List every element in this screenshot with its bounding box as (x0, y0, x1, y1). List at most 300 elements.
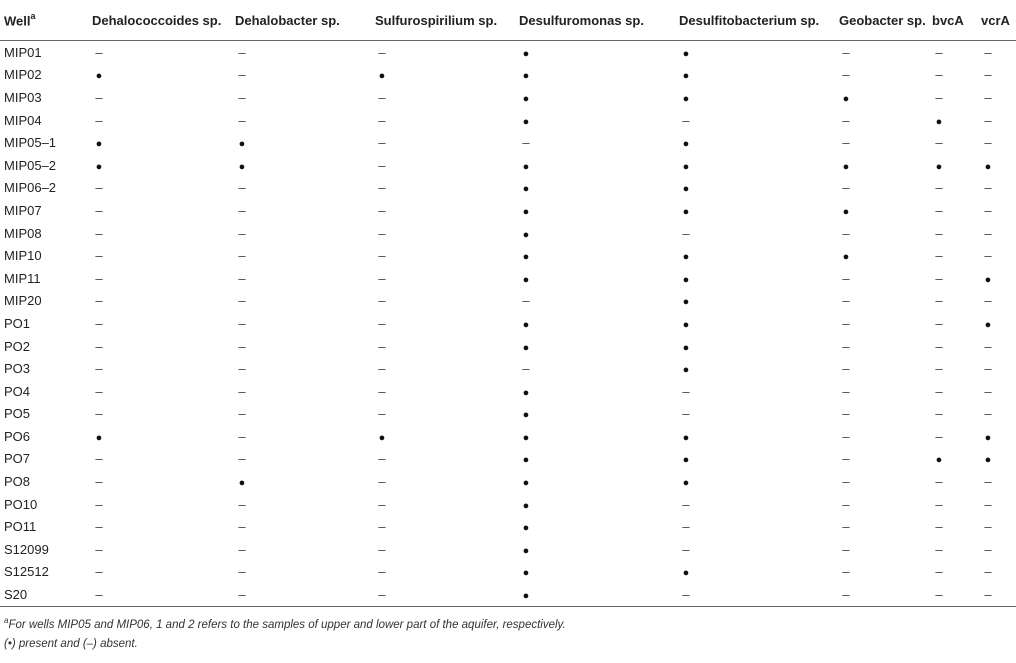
absent-mark: – (95, 587, 103, 603)
present-mark: ● (842, 160, 850, 173)
absent-mark: – (238, 383, 246, 399)
presence-cell (88, 470, 231, 493)
absent-mark: – (238, 451, 246, 467)
well-cell: S20 (0, 583, 88, 606)
absent-mark: – (984, 519, 992, 535)
present-mark: ● (682, 318, 690, 331)
present-mark: ● (682, 183, 690, 196)
presence-cell (231, 64, 371, 87)
absent-mark: – (95, 338, 103, 354)
presence-cell (371, 470, 515, 493)
presence-cell (977, 493, 1016, 516)
absent-mark: – (95, 541, 103, 557)
absent-mark: – (95, 519, 103, 535)
well-cell: MIP10 (4, 248, 42, 264)
presence-cell (835, 538, 928, 561)
presence-cell (977, 380, 1016, 403)
presence-cell (675, 538, 835, 561)
presence-cell (88, 199, 231, 222)
present-mark: ● (522, 205, 530, 218)
presence-cell (928, 357, 977, 380)
absent-mark: – (935, 135, 943, 151)
well-cell: PO10 (4, 496, 38, 512)
present-mark: ● (522, 92, 530, 105)
presence-cell (231, 357, 371, 380)
absent-mark: – (238, 564, 246, 580)
present-mark: ● (984, 431, 992, 444)
absent-mark: – (238, 519, 246, 535)
presence-cell (928, 267, 977, 290)
absent-mark: – (682, 587, 690, 603)
well-cell: MIP07 (4, 202, 42, 218)
presence-cell (835, 403, 928, 426)
presence-cell (928, 41, 977, 64)
absent-mark: – (984, 406, 992, 422)
presence-cell (88, 290, 231, 313)
absent-mark: – (378, 180, 386, 196)
presence-cell (231, 109, 371, 132)
present-mark: ● (682, 251, 690, 264)
absent-mark: – (935, 202, 943, 218)
presence-cell (88, 244, 231, 267)
absent-mark: – (842, 519, 850, 535)
absent-mark: – (378, 541, 386, 557)
absent-mark: – (842, 496, 850, 512)
presence-cell (675, 267, 835, 290)
presence-cell (675, 583, 835, 606)
present-mark: ● (682, 47, 690, 60)
presence-cell (515, 425, 675, 448)
present-mark: ● (935, 160, 943, 173)
presence-cell (371, 64, 515, 87)
absent-mark: – (935, 428, 943, 444)
presence-cell (371, 290, 515, 313)
present-mark: ● (984, 160, 992, 173)
absent-mark: – (95, 225, 103, 241)
presence-cell (977, 131, 1016, 154)
presence-cell (977, 448, 1016, 471)
present-mark: ● (522, 409, 530, 422)
absent-mark: – (95, 44, 103, 60)
presence-cell (928, 86, 977, 109)
presence-cell (928, 515, 977, 538)
absent-mark: – (842, 406, 850, 422)
present-mark: ● (522, 115, 530, 128)
present-mark: ● (522, 183, 530, 196)
presence-cell (231, 403, 371, 426)
absent-mark: – (984, 474, 992, 490)
table-row (0, 515, 1016, 538)
presence-cell (371, 561, 515, 584)
presence-cell (835, 583, 928, 606)
presence-cell (515, 244, 675, 267)
absent-mark: – (842, 474, 850, 490)
present-mark: ● (984, 454, 992, 467)
presence-cell (675, 86, 835, 109)
absent-mark: – (522, 135, 530, 151)
presence-cell (231, 312, 371, 335)
absent-mark: – (682, 496, 690, 512)
well-cell: MIP06–2 (4, 180, 57, 196)
absent-mark: – (378, 248, 386, 264)
absent-mark: – (378, 89, 386, 105)
table-row (0, 154, 1016, 177)
absent-mark: – (238, 112, 246, 128)
present-mark: ● (682, 364, 690, 377)
present-mark: ● (522, 567, 530, 580)
column-header-dehalococcoides: Dehalococcoides sp. (88, 0, 231, 41)
presence-cell (88, 493, 231, 516)
presence-cell (835, 222, 928, 245)
presence-cell (371, 357, 515, 380)
absent-mark: – (522, 293, 530, 309)
presence-cell (835, 131, 928, 154)
presence-cell (515, 357, 675, 380)
present-mark: ● (522, 160, 530, 173)
absent-mark: – (95, 564, 103, 580)
absent-mark: – (935, 338, 943, 354)
absent-mark: – (842, 383, 850, 399)
presence-cell (88, 312, 231, 335)
presence-cell (371, 267, 515, 290)
column-header-bvca: bvcA (928, 0, 977, 41)
present-mark: ● (522, 454, 530, 467)
absent-mark: – (238, 44, 246, 60)
absent-mark: – (984, 338, 992, 354)
footnote-a (4, 611, 1016, 635)
absent-mark: – (238, 338, 246, 354)
table-footnotes (0, 607, 1016, 654)
table-row (0, 538, 1016, 561)
absent-mark: – (842, 67, 850, 83)
presence-cell (835, 470, 928, 493)
footnote-a-text: For wells MIP05 and MIP06, 1 and 2 refers to the samples of upper and lower part of the aquifer, respectively. (8, 618, 566, 631)
absent-mark: – (842, 541, 850, 557)
absent-mark: – (378, 587, 386, 603)
table-row (0, 470, 1016, 493)
well-cell: MIP20 (4, 293, 42, 309)
present-mark: ● (682, 160, 690, 173)
presence-cell (977, 583, 1016, 606)
presence-cell (835, 177, 928, 200)
footnote-a-mark: a (4, 615, 9, 625)
presence-cell (675, 357, 835, 380)
absent-mark: – (984, 248, 992, 264)
presence-cell (835, 335, 928, 358)
presence-cell (977, 267, 1016, 290)
absent-mark: – (238, 248, 246, 264)
presence-cell (515, 64, 675, 87)
absent-mark: – (378, 270, 386, 286)
absent-mark: – (95, 361, 103, 377)
absent-mark: – (378, 474, 386, 490)
presence-cell (515, 538, 675, 561)
absent-mark: – (95, 248, 103, 264)
absent-mark: – (984, 180, 992, 196)
absent-mark: – (378, 44, 386, 60)
column-header-desulfuromonas: Desulfuromonas sp. (515, 0, 675, 41)
absent-mark: – (238, 428, 246, 444)
table-row (0, 41, 1016, 64)
present-mark: ● (682, 454, 690, 467)
presence-cell (515, 199, 675, 222)
absent-mark: – (378, 338, 386, 354)
presence-cell (231, 267, 371, 290)
header-row (0, 0, 1016, 41)
presence-cell (928, 244, 977, 267)
presence-cell (928, 335, 977, 358)
presence-cell (515, 290, 675, 313)
presence-cell (928, 199, 977, 222)
absent-mark: – (935, 225, 943, 241)
absent-mark: – (378, 157, 386, 173)
presence-cell (835, 109, 928, 132)
table-body (0, 41, 1016, 607)
table-row (0, 357, 1016, 380)
presence-cell (371, 493, 515, 516)
presence-cell (675, 109, 835, 132)
presence-cell (977, 290, 1016, 313)
present-mark: ● (95, 160, 103, 173)
well-cell: PO2 (4, 338, 31, 354)
absent-mark: – (935, 496, 943, 512)
presence-cell (977, 199, 1016, 222)
absent-mark: – (238, 361, 246, 377)
legend-note: (•) present and (–) absent. (4, 637, 138, 650)
absent-mark: – (238, 180, 246, 196)
presence-cell (515, 267, 675, 290)
present-mark: ● (522, 341, 530, 354)
presence-cell (231, 470, 371, 493)
presence-cell (88, 515, 231, 538)
presence-cell (515, 493, 675, 516)
presence-cell (928, 131, 977, 154)
present-mark: ● (682, 296, 690, 309)
well-cell: PO6 (4, 428, 31, 444)
present-mark: ● (935, 454, 943, 467)
presence-cell (515, 177, 675, 200)
absent-mark: – (238, 89, 246, 105)
absent-mark: – (984, 496, 992, 512)
presence-cell (675, 561, 835, 584)
presence-cell (515, 561, 675, 584)
absent-mark: – (935, 587, 943, 603)
absent-mark: – (378, 496, 386, 512)
column-header-well: Well$^a$ (0, 0, 88, 41)
table-row (0, 380, 1016, 403)
presence-cell (977, 64, 1016, 87)
absent-mark: – (842, 451, 850, 467)
table-row (0, 493, 1016, 516)
well-cell: PO1 (4, 315, 31, 331)
presence-cell (515, 335, 675, 358)
well-cell: MIP05–2 (4, 157, 57, 173)
presence-cell (371, 154, 515, 177)
presence-cell (977, 538, 1016, 561)
presence-cell (88, 222, 231, 245)
present-mark: ● (522, 386, 530, 399)
table-row (0, 425, 1016, 448)
absent-mark: – (378, 135, 386, 151)
well-cell: MIP04 (4, 112, 42, 128)
presence-cell (371, 425, 515, 448)
present-mark: ● (378, 431, 386, 444)
absent-mark: – (935, 406, 943, 422)
presence-cell (231, 199, 371, 222)
presence-cell (231, 493, 371, 516)
presence-cell (88, 380, 231, 403)
presence-cell (928, 425, 977, 448)
table-row (0, 312, 1016, 335)
absent-mark: – (378, 383, 386, 399)
presence-cell (977, 86, 1016, 109)
absent-mark: – (842, 44, 850, 60)
table-row (0, 86, 1016, 109)
presence-cell (835, 86, 928, 109)
presence-cell (977, 335, 1016, 358)
present-mark: ● (238, 477, 246, 490)
presence-cell (675, 290, 835, 313)
well-cell: S12099 (4, 541, 49, 557)
presence-cell (675, 154, 835, 177)
presence-cell (835, 199, 928, 222)
present-mark: ● (238, 138, 246, 151)
presence-cell (231, 222, 371, 245)
absent-mark: – (935, 361, 943, 377)
absent-mark: – (95, 474, 103, 490)
absent-mark: – (984, 112, 992, 128)
absent-mark: – (984, 67, 992, 83)
presence-cell (835, 515, 928, 538)
presence-cell (88, 177, 231, 200)
absent-mark: – (238, 587, 246, 603)
absent-mark: – (378, 293, 386, 309)
presence-cell (675, 448, 835, 471)
absent-mark: – (682, 225, 690, 241)
absent-mark: – (95, 406, 103, 422)
present-mark: ● (984, 273, 992, 286)
present-mark: ● (522, 590, 530, 603)
absent-mark: – (378, 202, 386, 218)
table-row (0, 177, 1016, 200)
presence-cell (928, 312, 977, 335)
presence-cell (835, 561, 928, 584)
presence-cell (371, 244, 515, 267)
table-row (0, 403, 1016, 426)
presence-cell (371, 41, 515, 64)
presence-cell (835, 448, 928, 471)
absent-mark: – (842, 428, 850, 444)
absent-mark: – (238, 496, 246, 512)
presence-cell (231, 154, 371, 177)
presence-cell (835, 154, 928, 177)
presence-cell (835, 41, 928, 64)
presence-cell (515, 222, 675, 245)
present-mark: ● (522, 477, 530, 490)
absent-mark: – (378, 451, 386, 467)
absent-mark: – (935, 293, 943, 309)
presence-cell (977, 222, 1016, 245)
absent-mark: – (95, 383, 103, 399)
presence-cell (231, 515, 371, 538)
presence-cell (371, 335, 515, 358)
absent-mark: – (238, 225, 246, 241)
absent-mark: – (842, 225, 850, 241)
presence-cell (515, 86, 675, 109)
presence-cell (675, 131, 835, 154)
presence-cell (928, 177, 977, 200)
presence-cell (835, 425, 928, 448)
presence-cell (88, 267, 231, 290)
presence-cell (231, 425, 371, 448)
footnote-mark: a (30, 10, 36, 21)
presence-cell (675, 312, 835, 335)
column-header-dehalobacter: Dehalobacter sp. (231, 0, 371, 41)
present-mark: ● (522, 47, 530, 60)
presence-cell (88, 86, 231, 109)
presence-cell (675, 425, 835, 448)
table-row (0, 335, 1016, 358)
presence-cell (231, 290, 371, 313)
present-mark: ● (842, 205, 850, 218)
well-cell: MIP08 (4, 225, 42, 241)
presence-cell (675, 403, 835, 426)
presence-cell (231, 583, 371, 606)
presence-cell (977, 312, 1016, 335)
presence-cell (675, 380, 835, 403)
presence-cell (88, 583, 231, 606)
presence-cell (675, 515, 835, 538)
table-row (0, 290, 1016, 313)
presence-cell (371, 312, 515, 335)
presence-cell (515, 515, 675, 538)
absent-mark: – (378, 406, 386, 422)
absent-mark: – (682, 112, 690, 128)
presence-cell (88, 357, 231, 380)
absent-mark: – (935, 67, 943, 83)
absent-mark: – (984, 383, 992, 399)
absent-mark: – (842, 112, 850, 128)
absent-mark: – (95, 496, 103, 512)
absent-mark: – (95, 112, 103, 128)
presence-cell (515, 312, 675, 335)
presence-cell (977, 41, 1016, 64)
absent-mark: – (842, 270, 850, 286)
column-header-desulfitobacterium: Desulfitobacterium sp. (675, 0, 835, 41)
absent-mark: – (378, 519, 386, 535)
present-mark: ● (522, 522, 530, 535)
presence-cell (928, 470, 977, 493)
presence-cell (835, 64, 928, 87)
column-header-sulfurospirilium: Sulfurospirilium sp. (371, 0, 515, 41)
presence-cell (371, 448, 515, 471)
presence-cell (928, 154, 977, 177)
presence-cell (88, 448, 231, 471)
well-cell: PO4 (4, 383, 31, 399)
presence-cell (928, 109, 977, 132)
presence-cell (977, 177, 1016, 200)
absent-mark: – (682, 519, 690, 535)
table-row (0, 64, 1016, 87)
presence-cell (88, 131, 231, 154)
present-mark: ● (522, 499, 530, 512)
absent-mark: – (984, 225, 992, 241)
absent-mark: – (95, 293, 103, 309)
table-row (0, 222, 1016, 245)
presence-cell (231, 177, 371, 200)
absent-mark: – (95, 315, 103, 331)
absent-mark: – (984, 89, 992, 105)
